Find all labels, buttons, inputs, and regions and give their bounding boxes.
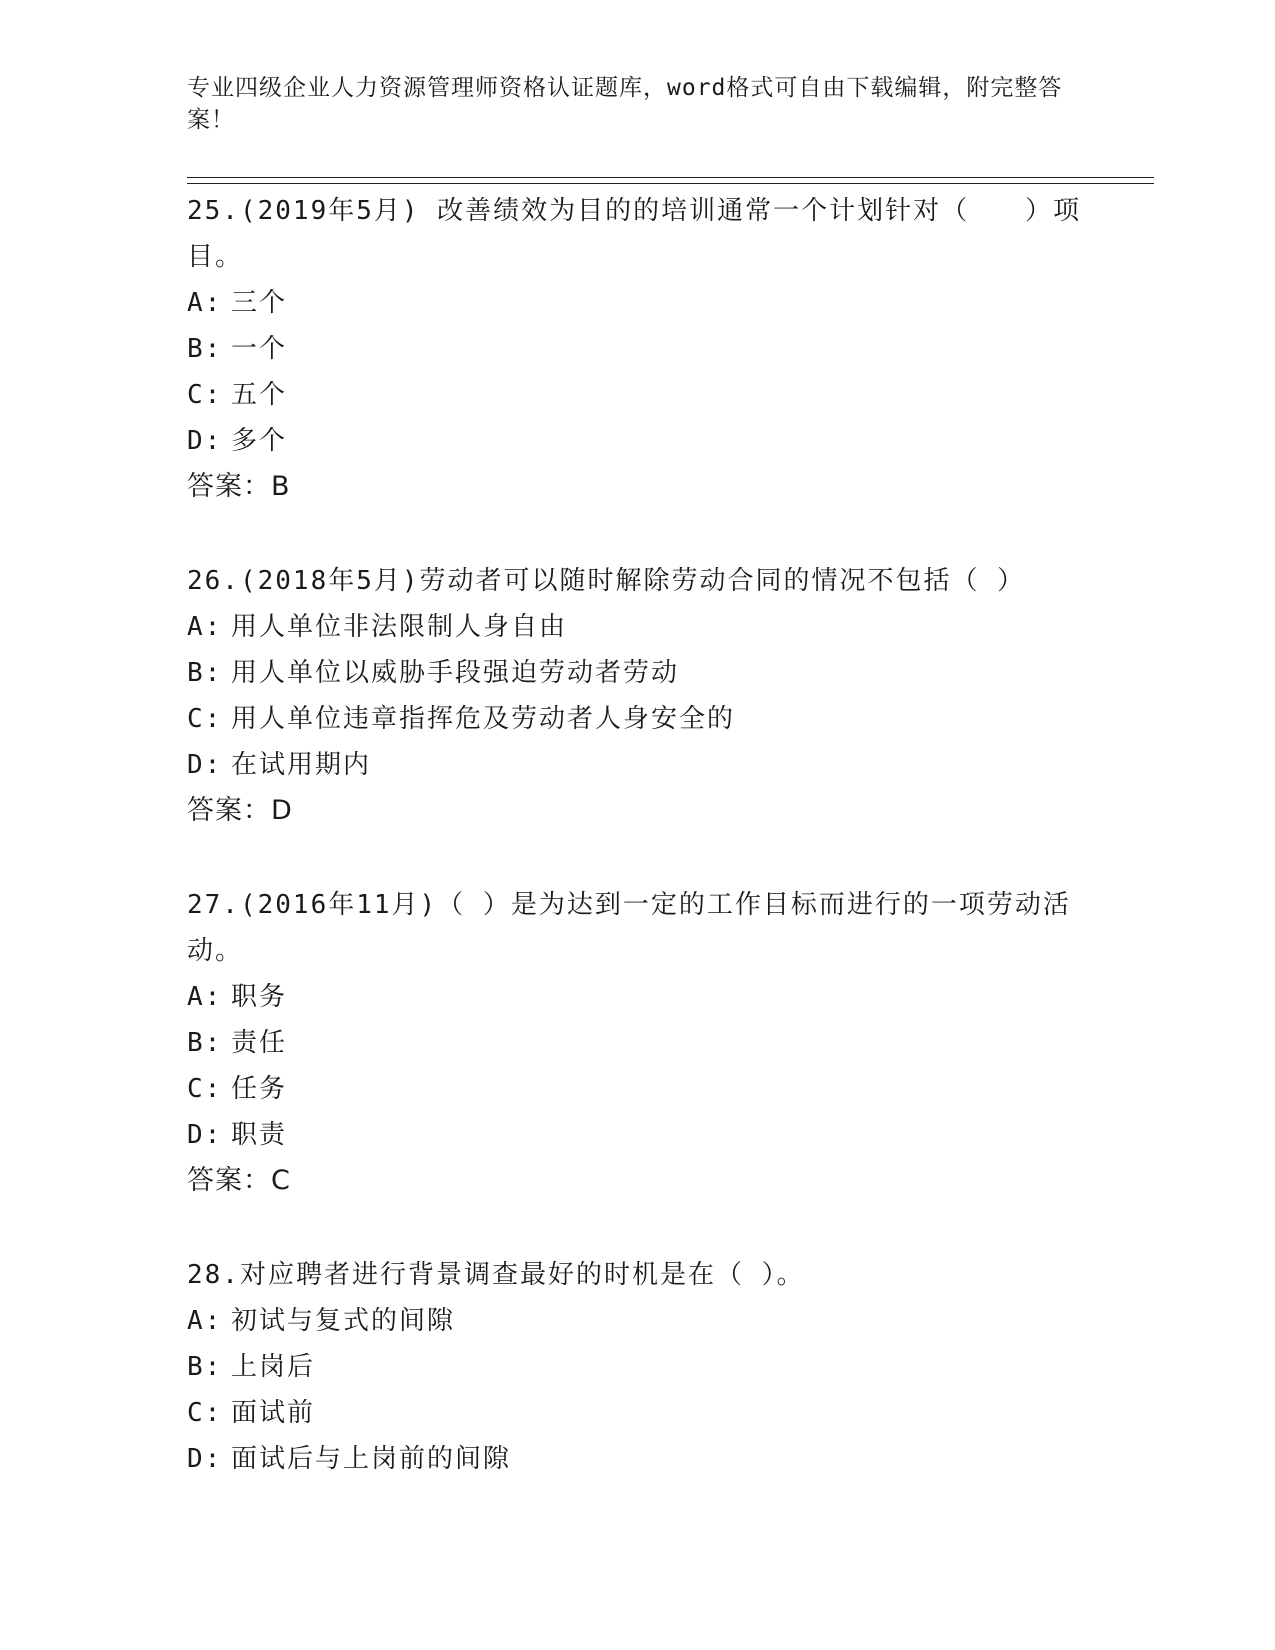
option-c — [187, 372, 1087, 418]
option-a — [187, 974, 1087, 1020]
option-text: 一个 — [231, 334, 288, 364]
option-key: B: — [187, 334, 223, 364]
option-text: 面试后与上岗前的间隙 — [231, 1444, 512, 1474]
option-key: C: — [187, 704, 223, 734]
option-key: B: — [187, 1028, 223, 1058]
option-a — [187, 604, 1087, 650]
option-text: 面试前 — [231, 1398, 316, 1428]
answer-line — [187, 788, 1087, 834]
option-b — [187, 326, 1087, 372]
question-25 — [187, 188, 1087, 510]
answer-prefix: 答案： — [187, 795, 271, 826]
option-d — [187, 1112, 1087, 1158]
option-d — [187, 418, 1087, 464]
option-text: 职责 — [231, 1120, 288, 1150]
option-b — [187, 650, 1087, 696]
option-b — [187, 1344, 1087, 1390]
option-text: 任务 — [231, 1074, 288, 1104]
answer-value: C — [271, 1165, 291, 1196]
option-key: A: — [187, 612, 223, 642]
option-c — [187, 1390, 1087, 1436]
option-text: 初试与复式的间隙 — [231, 1306, 456, 1336]
question-27 — [187, 882, 1087, 1204]
option-key: A: — [187, 288, 223, 318]
option-text: 多个 — [231, 426, 288, 456]
option-c — [187, 696, 1087, 742]
option-text: 在试用期内 — [231, 750, 372, 780]
question-28 — [187, 1252, 1087, 1482]
question-stem: 28.对应聘者进行背景调查最好的时机是在（ ）。 — [187, 1260, 805, 1290]
answer-line — [187, 1158, 1087, 1204]
option-text: 职务 — [231, 982, 288, 1012]
answer-prefix: 答案： — [187, 1165, 271, 1196]
document-header: 专业四级企业人力资源管理师资格认证题库，word格式可自由下载编辑，附完整答案！ — [187, 75, 1063, 133]
option-text: 用人单位违章指挥危及劳动者人身安全的 — [231, 704, 736, 734]
question-stem: 25.(2019年5月) 改善绩效为目的的培训通常一个计划针对（ ）项目。 — [187, 196, 1082, 272]
option-text: 用人单位以威胁手段强迫劳动者劳动 — [231, 658, 680, 688]
header-divider-bottom — [187, 183, 1154, 184]
answer-prefix: 答案： — [187, 471, 271, 502]
option-key: D: — [187, 750, 223, 780]
answer-value: D — [271, 795, 293, 826]
option-key: D: — [187, 426, 223, 456]
option-key: B: — [187, 658, 223, 688]
option-a — [187, 1298, 1087, 1344]
option-text: 三个 — [231, 288, 288, 318]
question-stem: 26.(2018年5月)劳动者可以随时解除劳动合同的情况不包括（ ） — [187, 566, 1026, 596]
option-key: A: — [187, 1306, 223, 1336]
header-divider-top — [187, 177, 1154, 178]
option-text: 责任 — [231, 1028, 288, 1058]
question-stem: 27.(2016年11月)（ ）是为达到一定的工作目标而进行的一项劳动活动。 — [187, 890, 1071, 966]
question-26 — [187, 558, 1087, 834]
option-text: 用人单位非法限制人身自由 — [231, 612, 568, 642]
option-key: A: — [187, 982, 223, 1012]
option-key: B: — [187, 1352, 223, 1382]
option-d — [187, 742, 1087, 788]
option-b — [187, 1020, 1087, 1066]
option-key: D: — [187, 1120, 223, 1150]
option-text: 上岗后 — [231, 1352, 316, 1382]
option-key: C: — [187, 1074, 223, 1104]
answer-line — [187, 464, 1087, 510]
option-key: D: — [187, 1444, 223, 1474]
option-a — [187, 280, 1087, 326]
option-c — [187, 1066, 1087, 1112]
question-list — [187, 188, 1087, 1530]
option-key: C: — [187, 380, 223, 410]
option-text: 五个 — [231, 380, 288, 410]
option-key: C: — [187, 1398, 223, 1428]
option-d — [187, 1436, 1087, 1482]
answer-value: B — [271, 471, 291, 502]
